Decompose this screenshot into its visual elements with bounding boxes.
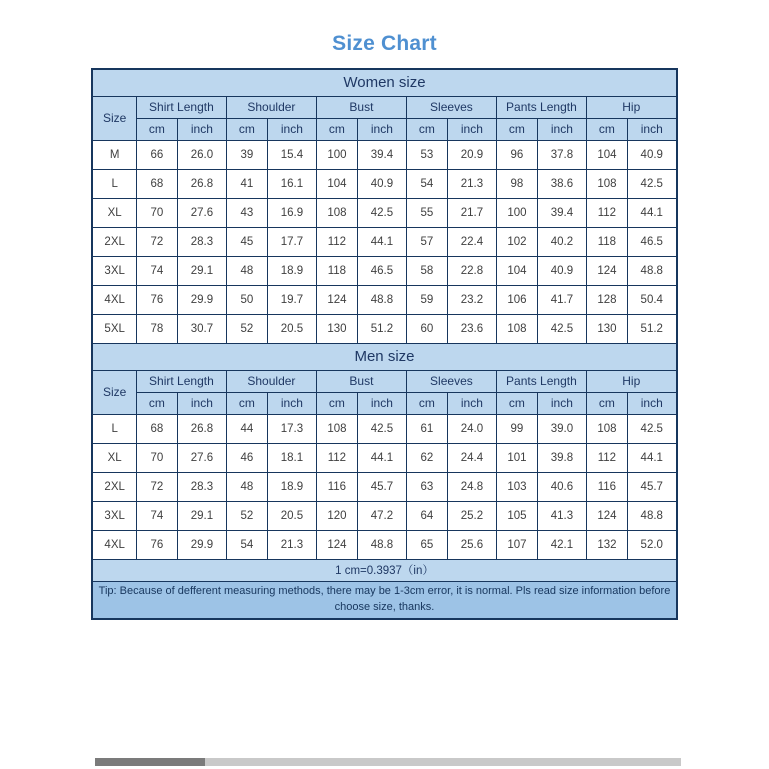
value-cell: 99 bbox=[496, 414, 537, 443]
value-cell: 128 bbox=[586, 285, 627, 314]
value-cell: 17.3 bbox=[267, 414, 316, 443]
value-cell: 40.9 bbox=[537, 256, 586, 285]
value-cell: 116 bbox=[586, 472, 627, 501]
value-cell: 29.9 bbox=[177, 285, 226, 314]
value-cell: 64 bbox=[406, 501, 447, 530]
value-cell: 52.0 bbox=[627, 530, 676, 559]
value-cell: 37.8 bbox=[537, 140, 586, 169]
value-cell: 112 bbox=[586, 443, 627, 472]
value-cell: 76 bbox=[136, 285, 177, 314]
value-cell: 100 bbox=[496, 198, 537, 227]
table-row bbox=[92, 472, 676, 501]
value-cell: 108 bbox=[586, 169, 627, 198]
value-cell: 39.8 bbox=[537, 443, 586, 472]
size-cell: 4XL bbox=[92, 530, 136, 559]
col-header-group: Sleeves bbox=[406, 96, 496, 118]
value-cell: 40.6 bbox=[537, 472, 586, 501]
value-cell: 47.2 bbox=[357, 501, 406, 530]
size-cell: XL bbox=[92, 198, 136, 227]
value-cell: 21.3 bbox=[267, 530, 316, 559]
col-header-group: Shirt Length bbox=[136, 96, 226, 118]
value-cell: 45.7 bbox=[627, 472, 676, 501]
value-cell: 104 bbox=[316, 169, 357, 198]
value-cell: 18.9 bbox=[267, 256, 316, 285]
value-cell: 39.0 bbox=[537, 414, 586, 443]
table-row bbox=[92, 501, 676, 530]
size-cell: 3XL bbox=[92, 256, 136, 285]
table-row bbox=[92, 443, 676, 472]
value-cell: 23.2 bbox=[447, 285, 496, 314]
value-cell: 112 bbox=[316, 443, 357, 472]
value-cell: 23.6 bbox=[447, 314, 496, 343]
value-cell: 46.5 bbox=[627, 227, 676, 256]
value-cell: 51.2 bbox=[627, 314, 676, 343]
conversion-note: 1 cm=0.3937（in） bbox=[92, 559, 676, 581]
value-cell: 48 bbox=[226, 256, 267, 285]
women-section-row bbox=[92, 69, 676, 96]
table-row bbox=[92, 169, 676, 198]
table-row bbox=[92, 140, 676, 169]
col-header-unit: cm bbox=[136, 392, 177, 414]
table-row bbox=[92, 256, 676, 285]
value-cell: 48.8 bbox=[357, 530, 406, 559]
col-header-group: Hip bbox=[586, 96, 676, 118]
size-cell: 4XL bbox=[92, 285, 136, 314]
size-cell: XL bbox=[92, 443, 136, 472]
value-cell: 17.7 bbox=[267, 227, 316, 256]
value-cell: 21.3 bbox=[447, 169, 496, 198]
col-header-unit: inch bbox=[627, 118, 676, 140]
value-cell: 54 bbox=[226, 530, 267, 559]
tip-note: Tip: Because of defferent measuring methods, there may be 1-3cm error, it is normal. Pls read size information before choose size, thanks. bbox=[92, 581, 676, 619]
col-header-unit: inch bbox=[177, 392, 226, 414]
value-cell: 26.0 bbox=[177, 140, 226, 169]
size-chart-table bbox=[91, 68, 677, 620]
value-cell: 22.4 bbox=[447, 227, 496, 256]
value-cell: 76 bbox=[136, 530, 177, 559]
men-section-row bbox=[92, 343, 676, 370]
men-unit-header-row bbox=[92, 392, 676, 414]
value-cell: 50 bbox=[226, 285, 267, 314]
value-cell: 72 bbox=[136, 472, 177, 501]
value-cell: 50.4 bbox=[627, 285, 676, 314]
value-cell: 54 bbox=[406, 169, 447, 198]
value-cell: 28.3 bbox=[177, 227, 226, 256]
value-cell: 105 bbox=[496, 501, 537, 530]
women-group-header-row bbox=[92, 96, 676, 118]
value-cell: 44.1 bbox=[627, 198, 676, 227]
value-cell: 42.5 bbox=[357, 414, 406, 443]
value-cell: 26.8 bbox=[177, 414, 226, 443]
value-cell: 39.4 bbox=[537, 198, 586, 227]
value-cell: 104 bbox=[496, 256, 537, 285]
value-cell: 53 bbox=[406, 140, 447, 169]
value-cell: 41.7 bbox=[537, 285, 586, 314]
value-cell: 29.1 bbox=[177, 256, 226, 285]
value-cell: 48 bbox=[226, 472, 267, 501]
value-cell: 74 bbox=[136, 501, 177, 530]
value-cell: 43 bbox=[226, 198, 267, 227]
value-cell: 124 bbox=[586, 501, 627, 530]
value-cell: 58 bbox=[406, 256, 447, 285]
value-cell: 104 bbox=[586, 140, 627, 169]
value-cell: 102 bbox=[496, 227, 537, 256]
value-cell: 24.0 bbox=[447, 414, 496, 443]
value-cell: 48.8 bbox=[627, 256, 676, 285]
value-cell: 96 bbox=[496, 140, 537, 169]
size-cell: M bbox=[92, 140, 136, 169]
value-cell: 42.5 bbox=[627, 414, 676, 443]
value-cell: 112 bbox=[586, 198, 627, 227]
value-cell: 72 bbox=[136, 227, 177, 256]
value-cell: 25.2 bbox=[447, 501, 496, 530]
value-cell: 108 bbox=[316, 414, 357, 443]
col-header-group: Pants Length bbox=[496, 370, 586, 392]
table-row bbox=[92, 227, 676, 256]
value-cell: 108 bbox=[496, 314, 537, 343]
value-cell: 45 bbox=[226, 227, 267, 256]
value-cell: 46 bbox=[226, 443, 267, 472]
value-cell: 52 bbox=[226, 501, 267, 530]
value-cell: 51.2 bbox=[357, 314, 406, 343]
value-cell: 108 bbox=[316, 198, 357, 227]
value-cell: 112 bbox=[316, 227, 357, 256]
size-cell: 5XL bbox=[92, 314, 136, 343]
col-header-size: Size bbox=[92, 96, 136, 140]
value-cell: 27.6 bbox=[177, 198, 226, 227]
value-cell: 42.5 bbox=[357, 198, 406, 227]
value-cell: 44 bbox=[226, 414, 267, 443]
value-cell: 65 bbox=[406, 530, 447, 559]
value-cell: 38.6 bbox=[537, 169, 586, 198]
col-header-unit: inch bbox=[537, 392, 586, 414]
value-cell: 66 bbox=[136, 140, 177, 169]
table-row bbox=[92, 314, 676, 343]
value-cell: 19.7 bbox=[267, 285, 316, 314]
value-cell: 63 bbox=[406, 472, 447, 501]
col-header-unit: inch bbox=[537, 118, 586, 140]
col-header-size: Size bbox=[92, 370, 136, 414]
value-cell: 41 bbox=[226, 169, 267, 198]
col-header-unit: cm bbox=[316, 392, 357, 414]
value-cell: 41.3 bbox=[537, 501, 586, 530]
value-cell: 98 bbox=[496, 169, 537, 198]
value-cell: 55 bbox=[406, 198, 447, 227]
col-header-unit: cm bbox=[226, 392, 267, 414]
value-cell: 130 bbox=[316, 314, 357, 343]
value-cell: 16.9 bbox=[267, 198, 316, 227]
col-header-unit: inch bbox=[357, 118, 406, 140]
tip-row bbox=[92, 581, 676, 619]
col-header-unit: cm bbox=[316, 118, 357, 140]
value-cell: 108 bbox=[586, 414, 627, 443]
value-cell: 44.1 bbox=[357, 227, 406, 256]
value-cell: 62 bbox=[406, 443, 447, 472]
col-header-group: Shoulder bbox=[226, 370, 316, 392]
col-header-unit: inch bbox=[177, 118, 226, 140]
col-header-unit: cm bbox=[406, 392, 447, 414]
value-cell: 101 bbox=[496, 443, 537, 472]
value-cell: 44.1 bbox=[627, 443, 676, 472]
value-cell: 25.6 bbox=[447, 530, 496, 559]
col-header-group: Sleeves bbox=[406, 370, 496, 392]
value-cell: 48.8 bbox=[357, 285, 406, 314]
col-header-unit: cm bbox=[406, 118, 447, 140]
size-cell: 2XL bbox=[92, 472, 136, 501]
value-cell: 106 bbox=[496, 285, 537, 314]
value-cell: 124 bbox=[316, 285, 357, 314]
value-cell: 124 bbox=[316, 530, 357, 559]
value-cell: 29.9 bbox=[177, 530, 226, 559]
col-header-group: Hip bbox=[586, 370, 676, 392]
value-cell: 124 bbox=[586, 256, 627, 285]
size-cell: L bbox=[92, 414, 136, 443]
value-cell: 60 bbox=[406, 314, 447, 343]
col-header-unit: cm bbox=[136, 118, 177, 140]
col-header-group: Shirt Length bbox=[136, 370, 226, 392]
value-cell: 45.7 bbox=[357, 472, 406, 501]
page-title: Size Chart bbox=[332, 32, 437, 55]
col-header-group: Pants Length bbox=[496, 96, 586, 118]
conversion-row bbox=[92, 559, 676, 581]
scrollbar-thumb[interactable] bbox=[95, 758, 205, 766]
value-cell: 78 bbox=[136, 314, 177, 343]
value-cell: 42.1 bbox=[537, 530, 586, 559]
value-cell: 70 bbox=[136, 443, 177, 472]
col-header-unit: inch bbox=[357, 392, 406, 414]
col-header-group: Shoulder bbox=[226, 96, 316, 118]
value-cell: 68 bbox=[136, 414, 177, 443]
value-cell: 116 bbox=[316, 472, 357, 501]
value-cell: 24.8 bbox=[447, 472, 496, 501]
women-unit-header-row bbox=[92, 118, 676, 140]
value-cell: 61 bbox=[406, 414, 447, 443]
col-header-unit: inch bbox=[447, 118, 496, 140]
table-row bbox=[92, 530, 676, 559]
value-cell: 120 bbox=[316, 501, 357, 530]
value-cell: 20.5 bbox=[267, 314, 316, 343]
value-cell: 20.5 bbox=[267, 501, 316, 530]
men-group-header-row bbox=[92, 370, 676, 392]
value-cell: 21.7 bbox=[447, 198, 496, 227]
value-cell: 40.2 bbox=[537, 227, 586, 256]
col-header-unit: cm bbox=[586, 392, 627, 414]
value-cell: 39 bbox=[226, 140, 267, 169]
col-header-unit: inch bbox=[447, 392, 496, 414]
value-cell: 59 bbox=[406, 285, 447, 314]
value-cell: 40.9 bbox=[357, 169, 406, 198]
value-cell: 107 bbox=[496, 530, 537, 559]
horizontal-scrollbar[interactable] bbox=[95, 758, 681, 766]
value-cell: 130 bbox=[586, 314, 627, 343]
col-header-unit: cm bbox=[586, 118, 627, 140]
table-row bbox=[92, 198, 676, 227]
value-cell: 48.8 bbox=[627, 501, 676, 530]
value-cell: 42.5 bbox=[627, 169, 676, 198]
value-cell: 132 bbox=[586, 530, 627, 559]
value-cell: 30.7 bbox=[177, 314, 226, 343]
value-cell: 74 bbox=[136, 256, 177, 285]
value-cell: 18.1 bbox=[267, 443, 316, 472]
table-row bbox=[92, 414, 676, 443]
men-section-label: Men size bbox=[92, 343, 676, 370]
value-cell: 27.6 bbox=[177, 443, 226, 472]
value-cell: 103 bbox=[496, 472, 537, 501]
value-cell: 28.3 bbox=[177, 472, 226, 501]
table-row bbox=[92, 285, 676, 314]
value-cell: 68 bbox=[136, 169, 177, 198]
col-header-unit: cm bbox=[496, 392, 537, 414]
value-cell: 70 bbox=[136, 198, 177, 227]
value-cell: 40.9 bbox=[627, 140, 676, 169]
col-header-group: Bust bbox=[316, 96, 406, 118]
value-cell: 42.5 bbox=[537, 314, 586, 343]
value-cell: 26.8 bbox=[177, 169, 226, 198]
value-cell: 29.1 bbox=[177, 501, 226, 530]
value-cell: 46.5 bbox=[357, 256, 406, 285]
col-header-unit: inch bbox=[267, 118, 316, 140]
col-header-unit: cm bbox=[496, 118, 537, 140]
value-cell: 57 bbox=[406, 227, 447, 256]
col-header-unit: inch bbox=[267, 392, 316, 414]
size-cell: 3XL bbox=[92, 501, 136, 530]
value-cell: 118 bbox=[586, 227, 627, 256]
col-header-unit: cm bbox=[226, 118, 267, 140]
value-cell: 22.8 bbox=[447, 256, 496, 285]
col-header-group: Bust bbox=[316, 370, 406, 392]
size-cell: L bbox=[92, 169, 136, 198]
size-cell: 2XL bbox=[92, 227, 136, 256]
value-cell: 100 bbox=[316, 140, 357, 169]
value-cell: 20.9 bbox=[447, 140, 496, 169]
value-cell: 52 bbox=[226, 314, 267, 343]
value-cell: 16.1 bbox=[267, 169, 316, 198]
value-cell: 118 bbox=[316, 256, 357, 285]
value-cell: 18.9 bbox=[267, 472, 316, 501]
col-header-unit: inch bbox=[627, 392, 676, 414]
women-section-label: Women size bbox=[92, 69, 676, 96]
value-cell: 24.4 bbox=[447, 443, 496, 472]
value-cell: 15.4 bbox=[267, 140, 316, 169]
value-cell: 44.1 bbox=[357, 443, 406, 472]
value-cell: 39.4 bbox=[357, 140, 406, 169]
